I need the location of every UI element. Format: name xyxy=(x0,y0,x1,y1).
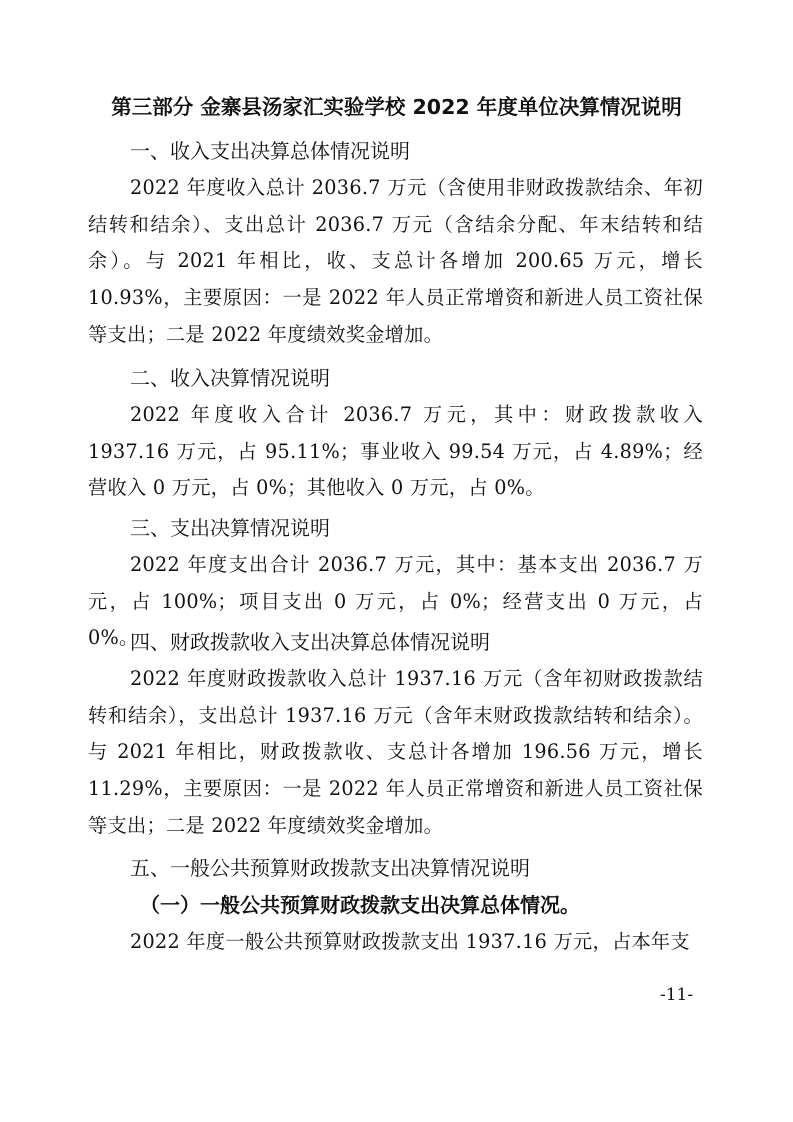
section-body-2: 2022 年度收入合计 2036.7 万元，其中：财政拨款收入 1937.16 万元，占 95.11%；事业收入 99.54 万元，占 4.89%；经营收入 0 万元，占 0%；其他收入 0 万元，占 0%。 xyxy=(88,403,703,500)
section-heading-5: 五、一般公共预算财政拨款支出决算情况说明 xyxy=(130,856,530,880)
page-title: 第三部分 金寨县汤家汇实验学校 2022 年度单位决算情况说明 xyxy=(111,95,682,119)
section-body-4: 2022 年度财政拨款收入总计 1937.16 万元（含年初财政拨款结转和结余），支出总计 1937.16 万元（含年末财政拨款结转和结余）。与 2021 年相比，财政拨款收、支总计各增加 196.56 万元，增长 11.29%，主要原因：一是 2022 年人员正常增资和新进人员工资社保等支出；二是 2022 年度绩效奖金增加。 xyxy=(88,667,703,837)
section-body-1: 2022 年度收入总计 2036.7 万元（含使用非财政拨款结余、年初结转和结余）、支出总计 2036.7 万元（含结余分配、年末结转和结余）。与 2021 年相比，收、支总计各增加 200.65 万元，增长 10.93%，主要原因：一是 2022 年人员正常增资和新进人员工资社保等支出；二是 2022 年度绩效奖金增加。 xyxy=(88,176,703,346)
section-body-3: 2022 年度支出合计 2036.7 万元，其中：基本支出 2036.7 万元，占 100%；项目支出 0 万元，占 0%；经营支出 0 万元，占 0%。 xyxy=(88,553,703,650)
section-subheading-5-1: （一）一般公共预算财政拨款支出决算总体情况。 xyxy=(140,893,580,917)
section-heading-1: 一、收入支出决算总体情况说明 xyxy=(130,139,410,163)
section-heading-4: 四、财政拨款收入支出决算总体情况说明 xyxy=(130,630,490,654)
section-heading-3: 三、支出决算情况说明 xyxy=(130,516,330,540)
section-heading-2: 二、收入决算情况说明 xyxy=(130,366,330,390)
page-number: -11- xyxy=(660,985,694,1005)
section-body-5: 2022 年度一般公共预算财政拨款支出 1937.16 万元，占本年支 xyxy=(130,930,690,953)
